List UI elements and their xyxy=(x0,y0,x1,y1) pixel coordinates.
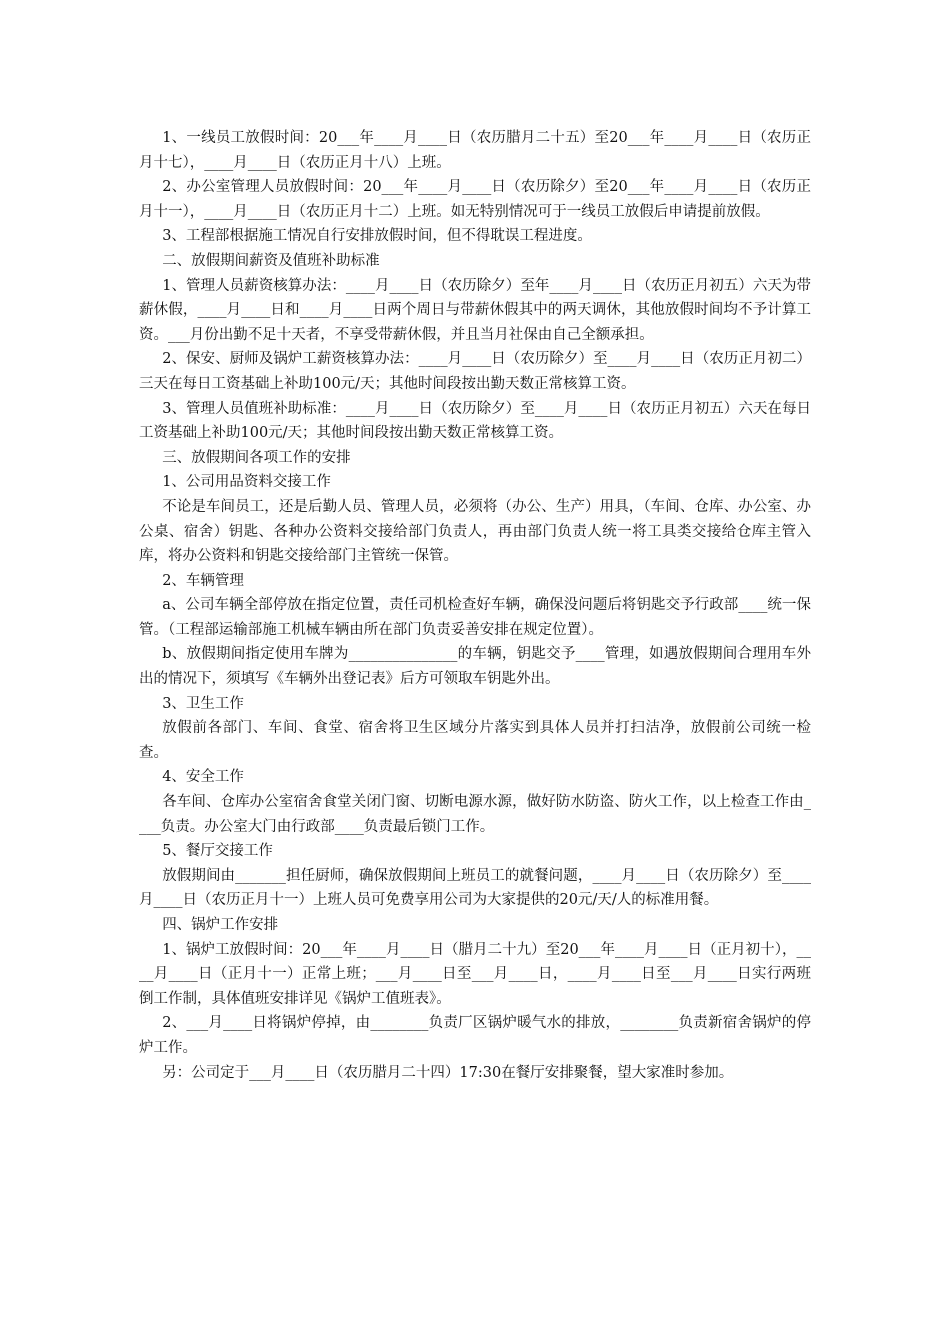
subsection-heading: 1、公司用品资料交接工作 xyxy=(162,474,331,491)
paragraph: 各车间、仓库办公室宿舍食堂关闭门窗、切断电源水源，做好防水防盗、防火工作，以上检查工作由____负责。办公室大门由行政部____负责最后锁门工作。 xyxy=(139,794,811,835)
paragraph: b、放假期间指定使用车牌为_______________的车辆，钥匙交予____管理，如遇放假期间合理用车外出的情况下，须填写《车辆外出登记表》后方可领取车钥匙外出。 xyxy=(139,646,811,688)
section-heading: 三、放假期间各项工作的安排 xyxy=(162,449,351,466)
section-heading: 四、锅炉工作安排 xyxy=(162,917,279,933)
subsection-heading: 3、卫生工作 xyxy=(162,695,244,712)
paragraph: 1、一线员工放假时间：20___年____月____日（农历腊月二十五）至20___年____月____日（农历正月十七），____月____日（农历正月十八）上班。 xyxy=(139,130,811,171)
subsection-heading: 5、餐厅交接工作 xyxy=(162,843,273,860)
subsection-heading: 4、安全工作 xyxy=(162,769,244,786)
paragraph: 不论是车间员工，还是后勤人员、管理人员，必须将（办公、生产）用具，（车间、仓库、办公室、办公桌、宿舍）钥匙、各种办公资料交接给部门负责人，再由部门负责人统一将工具类交接给仓库主管入库，将办公资料和钥匙交接给部门主管统一保管。 xyxy=(139,498,811,565)
paragraph: 2、___月____日将锅炉停掉，由________负责厂区锅炉暖气水的排放，________负责新宿舍锅炉的停炉工作。 xyxy=(139,1015,811,1056)
paragraph: 2、办公室管理人员放假时间：20___年____月____日（农历除夕）至20___年____月____日（农历正月十一），____月____日（农历正月十二）上班。如无特别情况可于一线员工放假后申请提前放假。 xyxy=(139,179,811,220)
paragraph: 放假期间由_______担任厨师，确保放假期间上班员工的就餐问题，____月____日（农历除夕）至____月____日（农历正月十一）上班人员可免费享用公司为大家提供的20元/天/人的标准用餐。 xyxy=(139,867,811,909)
subsection-heading: 2、车辆管理 xyxy=(162,572,244,589)
paragraph: 放假前各部门、车间、食堂、宿舍将卫生区域分片落实到具体人员并打扫洁净，放假前公司统一检查。 xyxy=(139,720,811,761)
paragraph: 3、工程部根据施工情况自行安排放假时间，但不得耽误工程进度。 xyxy=(162,228,592,245)
paragraph: 2、保安、厨师及锅炉工薪资核算办法：____月____日（农历除夕）至____月____日（农历正月初二）三天在每日工资基础上补助100元/天；其他时间段按出勤天数正常核算工资。 xyxy=(139,351,811,392)
paragraph: 1、管理人员薪资核算办法：____月____日（农历除夕）至年____月____日（农历正月初五）六天为带薪休假，____月____日和____月____日两个周日与带薪休假其中的两天调休，其他放假时间均不予计算工资。___月份出勤不足十天者，不享受带薪休假，并且当月社保由自己全额承担。 xyxy=(139,277,811,343)
document-body xyxy=(139,126,811,1085)
paragraph: 1、锅炉工放假时间：20___年____月____日（腊月二十九）至20___年____月____日（正月初十），____月____日（正月十一）正常上班；___月____日至___月____日，____月____日至___月____日实行两班倒工作制，具体值班安排详见《锅炉工值班表》。 xyxy=(139,941,811,1007)
paragraph: 另：公司定于___月____日（农历腊月二十四）17:30在餐厅安排聚餐，望大家准时参加。 xyxy=(162,1064,734,1081)
paragraph: 3、管理人员值班补助标准：____月____日（农历除夕）至____月____日（农历正月初五）六天在每日工资基础上补助100元/天；其他时间段按出勤天数正常核算工资。 xyxy=(139,400,811,442)
section-heading: 二、放假期间薪资及值班补助标准 xyxy=(162,252,380,269)
paragraph: a、公司车辆全部停放在指定位置，责任司机检查好车辆，确保没问题后将钥匙交予行政部____统一保管。（工程部运输部施工机械车辆由所在部门负责妥善安排在规定位置）。 xyxy=(139,597,811,638)
